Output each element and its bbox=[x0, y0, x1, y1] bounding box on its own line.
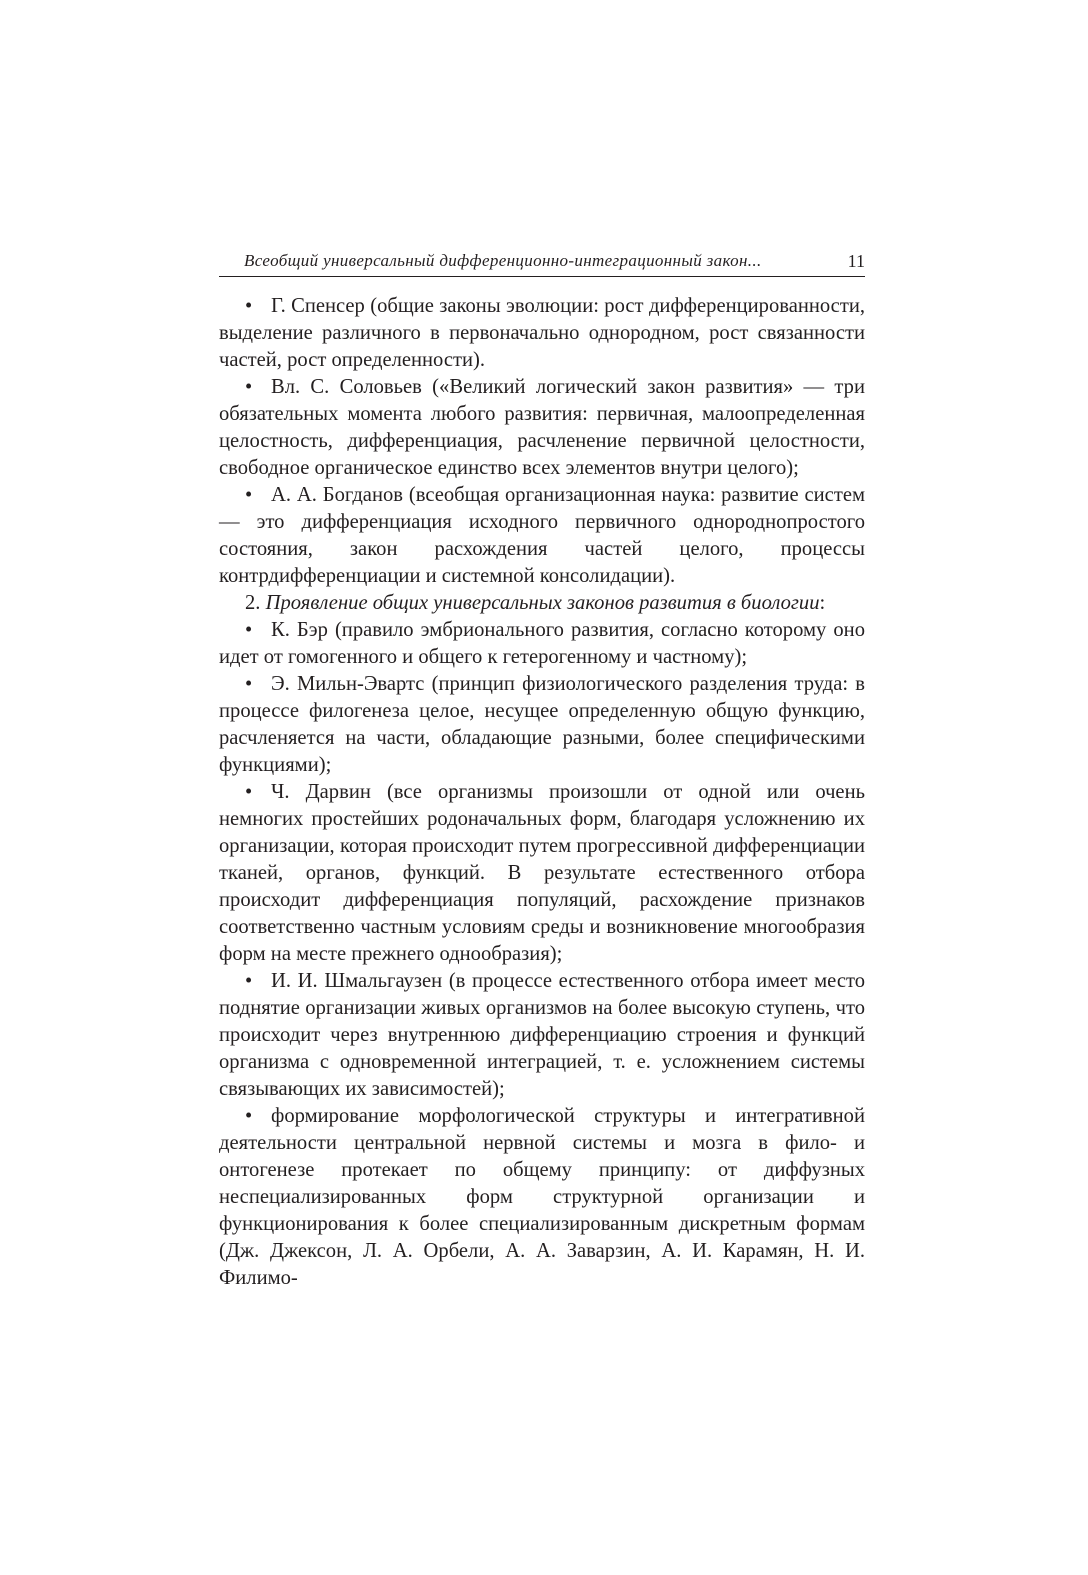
bullet-item-schmalhausen bbox=[219, 968, 865, 1103]
bullet-text: И. И. Шмальгаузен (в процессе естественного отбора имеет место поднятие организации живых организмов на более высокую ступень, что происходит через внутреннюю дифференциацию строения и функций организма с одновременной интеграцией, т. е. усложнением системы связывающих их зависимостей); bbox=[219, 970, 865, 1100]
bullet-icon: • bbox=[245, 673, 253, 695]
bullet-text: Г. Спенсер (общие законы эволюции: рост дифференцированности, выделение различного в первоначально однородном, рост связанности частей, рост определенности). bbox=[219, 295, 865, 371]
section-colon: : bbox=[819, 592, 826, 614]
section-heading-biology bbox=[219, 590, 865, 617]
bullet-icon: • bbox=[245, 1105, 253, 1127]
bullet-text: Ч. Дарвин (все организмы произошли от одной или очень немногих простейших родоначальных форм, благодаря усложнению их организации, которая происходит путем прогрессивной дифференциации тканей, органов, функций. В результате естественного отбора происходит дифференциация популяций, расхождение признаков соответственно частным условиям среды и возникновение многообразия форм на месте прежнего однообразия); bbox=[219, 781, 865, 965]
bullet-icon: • bbox=[245, 619, 253, 641]
running-title: Всеобщий универсальный дифференционно-интеграционный закон... bbox=[244, 251, 762, 270]
section-title: Проявление общих универсальных законов развития в биологии bbox=[265, 592, 820, 614]
bullet-text: А. А. Богданов (всеобщая организационная наука: развитие систем — это дифференциация исходного первичного однороднопростого состояния, закон расхождения частей целого, процессы контрдифференциации и системной консолидации). bbox=[219, 484, 865, 587]
bullet-text: К. Бэр (правило эмбрионального развития, согласно которому оно идет от гомогенного и общего к гетерогенному и частному); bbox=[219, 619, 865, 668]
bullet-item-milne-edwards bbox=[219, 671, 865, 779]
bullet-icon: • bbox=[245, 781, 253, 803]
page-number: 11 bbox=[847, 251, 865, 271]
bullet-item-bogdanov bbox=[219, 482, 865, 590]
bullet-item-darwin bbox=[219, 779, 865, 968]
bullet-item-cns-morphology bbox=[219, 1103, 865, 1292]
bullet-item-spencer bbox=[219, 293, 865, 374]
bullet-icon: • bbox=[245, 484, 253, 506]
bullet-text: Э. Мильн-Эвартс (принцип физиологического разделения труда: в процессе филогенеза целое, несущее определенную общую функцию, расчленяется на части, обладающие разными, более специфическими функциями); bbox=[219, 673, 865, 776]
bullet-icon: • bbox=[245, 970, 253, 992]
bullet-item-baer bbox=[219, 617, 865, 671]
body-text bbox=[219, 293, 865, 1292]
bullet-icon: • bbox=[245, 295, 253, 317]
bullet-icon: • bbox=[245, 376, 253, 398]
bullet-text: формирование морфологической структуры и интегративной деятельности центральной нервной системы и мозга в фило- и онтогенезе протекает по общему принципу: от диффузных неспециализированных форм структурной организации и функционирования к более специализированным дискретным формам (Дж. Джексон, Л. А. Орбели, А. А. Заварзин, А. И. Карамян, Н. И. Филимо- bbox=[219, 1105, 865, 1289]
bullet-item-solovyov bbox=[219, 374, 865, 482]
section-number: 2. bbox=[245, 592, 261, 614]
running-header bbox=[219, 250, 865, 277]
bullet-text: Вл. С. Соловьев («Великий логический закон развития» — три обязательных момента любого развития: первичная, малоопределенная целостность, дифференциация, расчленение первичной целостности, свободное органическое единство всех элементов внутри целого); bbox=[219, 376, 865, 479]
